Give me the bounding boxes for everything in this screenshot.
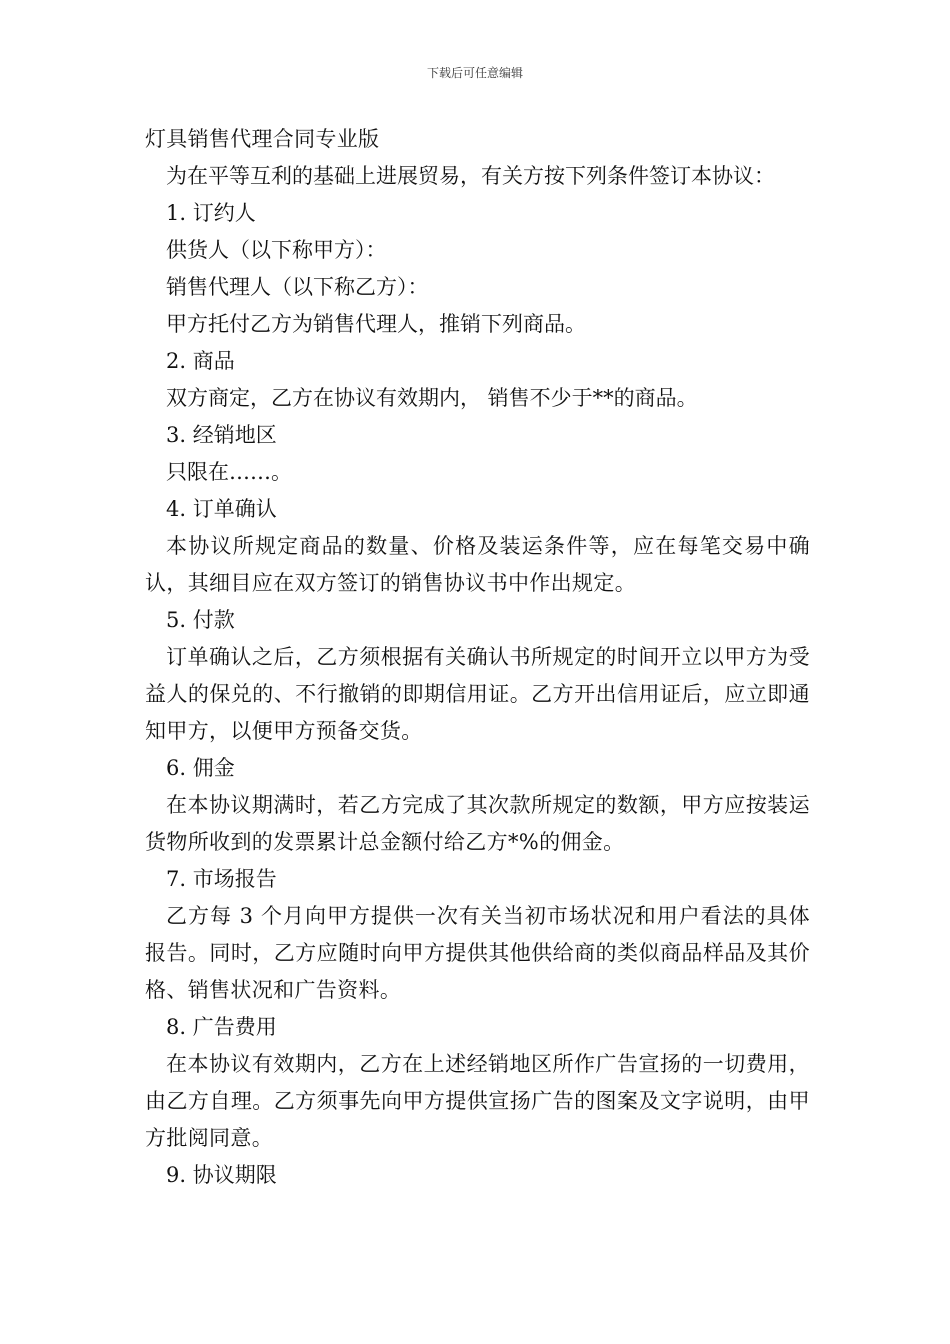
section-3-body: 只限在……。 [166,460,292,484]
section-5-heading: 5. 付款 [166,608,235,632]
section-2-body: 双方商定，乙方在协议有效期内， 销售不少于**的商品。 [166,386,698,410]
section-8-heading: 8. 广告费用 [166,1015,277,1039]
document-body [145,121,810,1194]
section-5-body: 订单确认之后，乙方须根据有关确认书所规定的时间开立以甲方为受益人的保兑的、不行撤销的即期信用证。乙方开出信用证后，应立即通知甲方，以便甲方预备交货。 [145,645,810,743]
section-4-heading: 4. 订单确认 [166,497,277,521]
section-3-heading: 3. 经销地区 [166,423,277,447]
section-1-heading: 1. 订约人 [166,201,256,225]
section-8-body: 在本协议有效期内，乙方在上述经销地区所作广告宣扬的一切费用，由乙方自理。乙方须事先向甲方提供宣扬广告的图案及文字说明，由甲方批阅同意。 [145,1052,810,1150]
page-header-note: 下载后可任意编辑 [426,66,523,80]
document-title: 灯具销售代理合同专业版 [145,127,380,151]
section-1-body: 甲方托付乙方为销售代理人，推销下列商品。 [166,312,586,336]
section-7-body: 乙方每 3 个月向甲方提供一次有关当初市场状况和用户看法的具体报告。同时，乙方应随时向甲方提供其他供给商的类似商品样品及其价格、销售状况和广告资料。 [145,904,810,1002]
section-6-heading: 6. 佣金 [166,756,235,780]
section-4-body: 本协议所规定商品的数量、价格及装运条件等，应在每笔交易中确认，其细目应在双方签订的销售协议书中作出规定。 [145,534,810,595]
intro-paragraph: 为在平等互利的基础上进展贸易，有关方按下列条件签订本协议： [166,164,775,188]
supplier-line: 供货人（以下称甲方）： [166,238,387,262]
section-2-heading: 2. 商品 [166,349,235,373]
section-7-heading: 7. 市场报告 [166,867,277,891]
section-9-heading: 9. 协议期限 [166,1163,277,1187]
agent-line: 销售代理人（以下称乙方）： [166,275,429,299]
section-6-body: 在本协议期满时，若乙方完成了其次款所规定的数额，甲方应按装运货物所收到的发票累计总金额付给乙方*%的佣金。 [145,793,810,854]
